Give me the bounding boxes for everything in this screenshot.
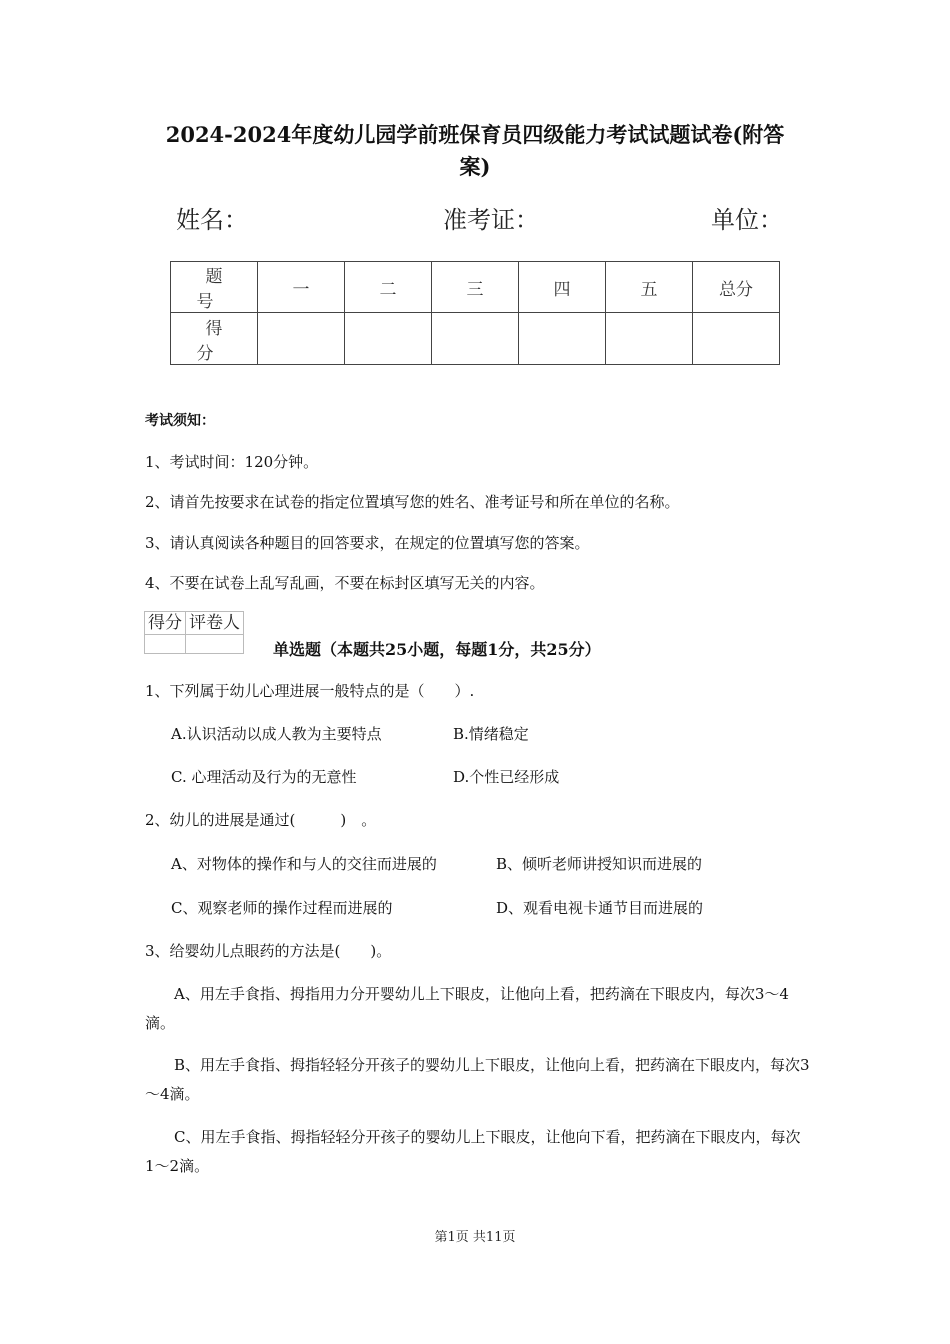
- notice-item: 4、不要在试卷上乱写乱画，不要在标封区填写无关的内容。: [145, 574, 545, 592]
- grader-reviewer-label: 评卷人: [186, 612, 244, 635]
- notice-heading: 考试须知：: [145, 413, 215, 429]
- question-3-stem: 3、给婴幼儿点眼药的方法是( )。: [145, 942, 392, 960]
- grader-score-cell[interactable]: [145, 635, 186, 654]
- question-1-option-a[interactable]: A.认识活动以成人教为主要特点: [171, 725, 382, 743]
- question-2-option-d[interactable]: D、观看电视卡通节目而进展的: [496, 899, 704, 917]
- question-number-label: 题 号: [171, 262, 258, 313]
- question-3-option-b[interactable]: B、用左手食指、拇指轻轻分开孩子的婴幼儿上下眼皮，让他向上看，把药滴在下眼皮内，每次3～4滴。: [145, 1056, 810, 1103]
- score-cell[interactable]: [519, 313, 606, 365]
- score-cell[interactable]: [606, 313, 693, 365]
- score-cell-total[interactable]: [693, 313, 780, 365]
- grader-box: [144, 611, 244, 654]
- score-table-header-row: [171, 262, 780, 313]
- score-table: [170, 261, 780, 365]
- question-1-option-c[interactable]: C. 心理活动及行为的无意性: [171, 768, 357, 786]
- score-table-score-row: [171, 313, 780, 365]
- score-cell[interactable]: [432, 313, 519, 365]
- question-1-stem: 1、下列属于幼儿心理进展一般特点的是（ ）.: [145, 682, 475, 700]
- column-4: 四: [519, 262, 606, 313]
- score-cell[interactable]: [258, 313, 345, 365]
- question-1-option-d[interactable]: D.个性已经形成: [453, 768, 560, 786]
- score-label: 得 分: [171, 313, 258, 365]
- notice-item: 2、请首先按要求在试卷的指定位置填写您的姓名、准考证号和所在单位的名称。: [145, 493, 680, 511]
- section-title: 单选题（本题共25小题，每题1分，共25分）: [273, 640, 601, 659]
- notice-item: 1、考试时间：120分钟。: [145, 453, 319, 471]
- score-cell[interactable]: [345, 313, 432, 365]
- question-1-option-b[interactable]: B.情绪稳定: [453, 725, 529, 743]
- page-footer: 第1页 共11页: [434, 1230, 516, 1245]
- question-2-option-c[interactable]: C、观察老师的操作过程而进展的: [171, 899, 393, 917]
- exam-number-label: 准考证：: [443, 206, 539, 234]
- exam-title-line1: 2024-2024年度幼儿园学前班保育员四级能力考试试题试卷(附答: [165, 122, 785, 147]
- question-3-option-c[interactable]: C、用左手食指、拇指轻轻分开孩子的婴幼儿上下眼皮，让他向下看，把药滴在下眼皮内，每次1～2滴。: [145, 1128, 801, 1175]
- column-total: 总分: [693, 262, 780, 313]
- column-3: 三: [432, 262, 519, 313]
- question-2-option-b[interactable]: B、倾听老师讲授知识而进展的: [496, 855, 703, 873]
- question-2-stem: 2、幼儿的进展是通过( ) 。: [145, 811, 377, 829]
- column-1: 一: [258, 262, 345, 313]
- grader-reviewer-cell[interactable]: [186, 635, 244, 654]
- question-2-option-a[interactable]: A、对物体的操作和与人的交往而进展的: [171, 855, 437, 873]
- grader-score-label: 得分: [145, 612, 186, 635]
- unit-label: 单位：: [711, 206, 783, 234]
- notice-item: 3、请认真阅读各种题目的回答要求，在规定的位置填写您的答案。: [145, 534, 590, 552]
- exam-title-line2: 案): [459, 154, 491, 179]
- column-2: 二: [345, 262, 432, 313]
- question-3-option-a[interactable]: A、用左手食指、拇指用力分开婴幼儿上下眼皮，让他向上看，把药滴在下眼皮内，每次3～4滴。: [145, 985, 789, 1032]
- name-label: 姓名：: [176, 206, 248, 234]
- column-5: 五: [606, 262, 693, 313]
